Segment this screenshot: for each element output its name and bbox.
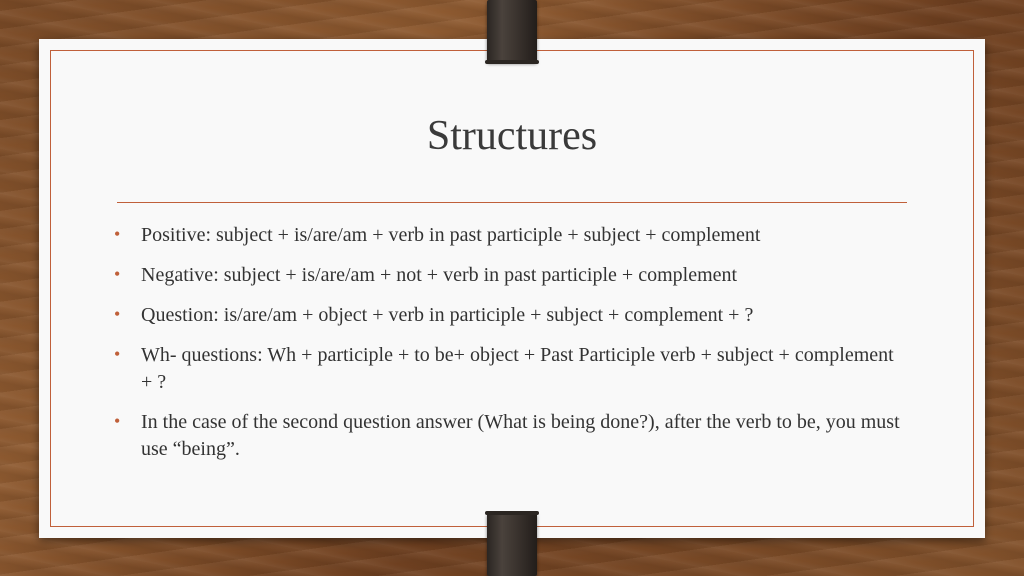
bullet-text: Negative: subject + is/are/am + not + verb in past participle + complement: [141, 264, 738, 286]
title-divider: [117, 202, 907, 203]
bullet-icon: •: [114, 264, 121, 284]
bullet-text: Positive: subject + is/are/am + verb in past participle + subject + complement: [141, 224, 761, 246]
bullet-icon: •: [114, 411, 121, 431]
bullet-icon: •: [114, 344, 121, 364]
bullet-item-wh-questions: [113, 342, 903, 396]
slide-title: Structures: [426, 113, 598, 159]
bullet-icon: •: [114, 224, 121, 244]
bullet-list: [113, 222, 903, 476]
bullet-text: Wh- questions: Wh + participle + to be+ object + Past Participle verb + subject + complement + ?: [141, 344, 894, 393]
bullet-text: Question: is/are/am + object + verb in participle + subject + complement + ?: [141, 304, 754, 326]
binder-clip-bottom: [487, 513, 537, 576]
bullet-item-positive: [113, 222, 903, 249]
bullet-item-being-note: [113, 409, 903, 463]
bullet-item-negative: [113, 262, 903, 289]
binder-clip-top: [487, 0, 537, 62]
bullet-item-question: [113, 302, 903, 329]
bullet-icon: •: [114, 304, 121, 324]
bullet-text: In the case of the second question answer (What is being done?), after the verb to be, you must use “being”.: [141, 411, 900, 460]
